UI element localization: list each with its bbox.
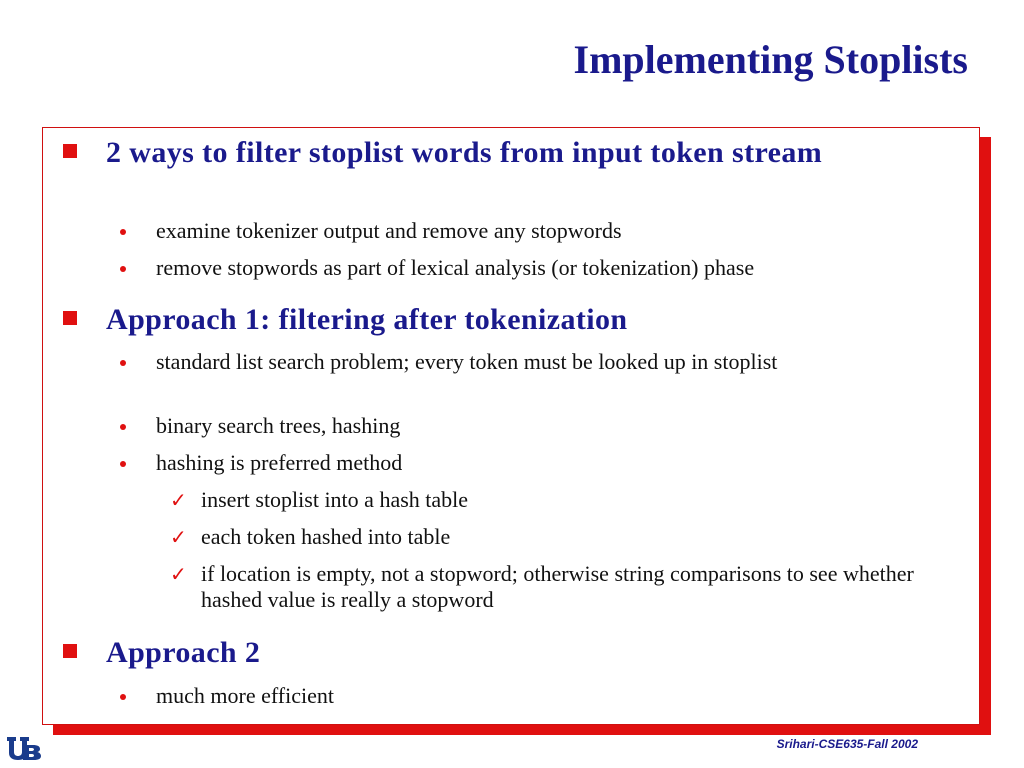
- red-square-bullet-icon: [63, 144, 77, 158]
- red-dot-bullet-icon: [120, 694, 126, 700]
- sub-item-text: remove stopwords as part of lexical analysis (or tokenization) phase: [156, 255, 755, 280]
- red-square-bullet-icon: [63, 644, 77, 658]
- sub-item-text: hashing is preferred method: [156, 450, 403, 475]
- red-dot-bullet-icon: [120, 424, 126, 430]
- check-item-text: insert stoplist into a hash table: [201, 487, 469, 512]
- red-square-bullet-icon: [63, 311, 77, 325]
- slide-title: Implementing Stoplists: [573, 37, 968, 82]
- footer-text: Srihari-CSE635-Fall 2002: [776, 737, 918, 751]
- sub-item-text: binary search trees, hashing: [156, 413, 401, 438]
- bullet-item-2-text: Approach 1: filtering after tokenization: [106, 303, 628, 336]
- red-dot-bullet-icon: [120, 229, 126, 235]
- red-dot-bullet-icon: [120, 266, 126, 272]
- sub-item-text: standard list search problem; every token must be looked up in stoplist: [156, 349, 778, 374]
- bullet-item-3-text: Approach 2: [106, 636, 261, 669]
- check-item-text: each token hashed into table: [201, 524, 451, 549]
- sub-item-text: examine tokenizer output and remove any stopwords: [156, 218, 622, 243]
- check-item-text: if location is empty, not a stopword; otherwise string comparisons to see whether hashed value is really a stopword: [201, 561, 914, 612]
- sub-item-text: much more efficient: [156, 683, 334, 708]
- red-dot-bullet-icon: [120, 360, 126, 366]
- ub-logo-icon: [4, 735, 44, 761]
- red-checkmark-icon: ✓: [170, 525, 187, 549]
- bullet-item-1-text: 2 ways to filter stoplist words from input token stream: [106, 136, 823, 169]
- red-checkmark-icon: ✓: [170, 488, 187, 512]
- red-checkmark-icon: ✓: [170, 562, 187, 586]
- red-dot-bullet-icon: [120, 461, 126, 467]
